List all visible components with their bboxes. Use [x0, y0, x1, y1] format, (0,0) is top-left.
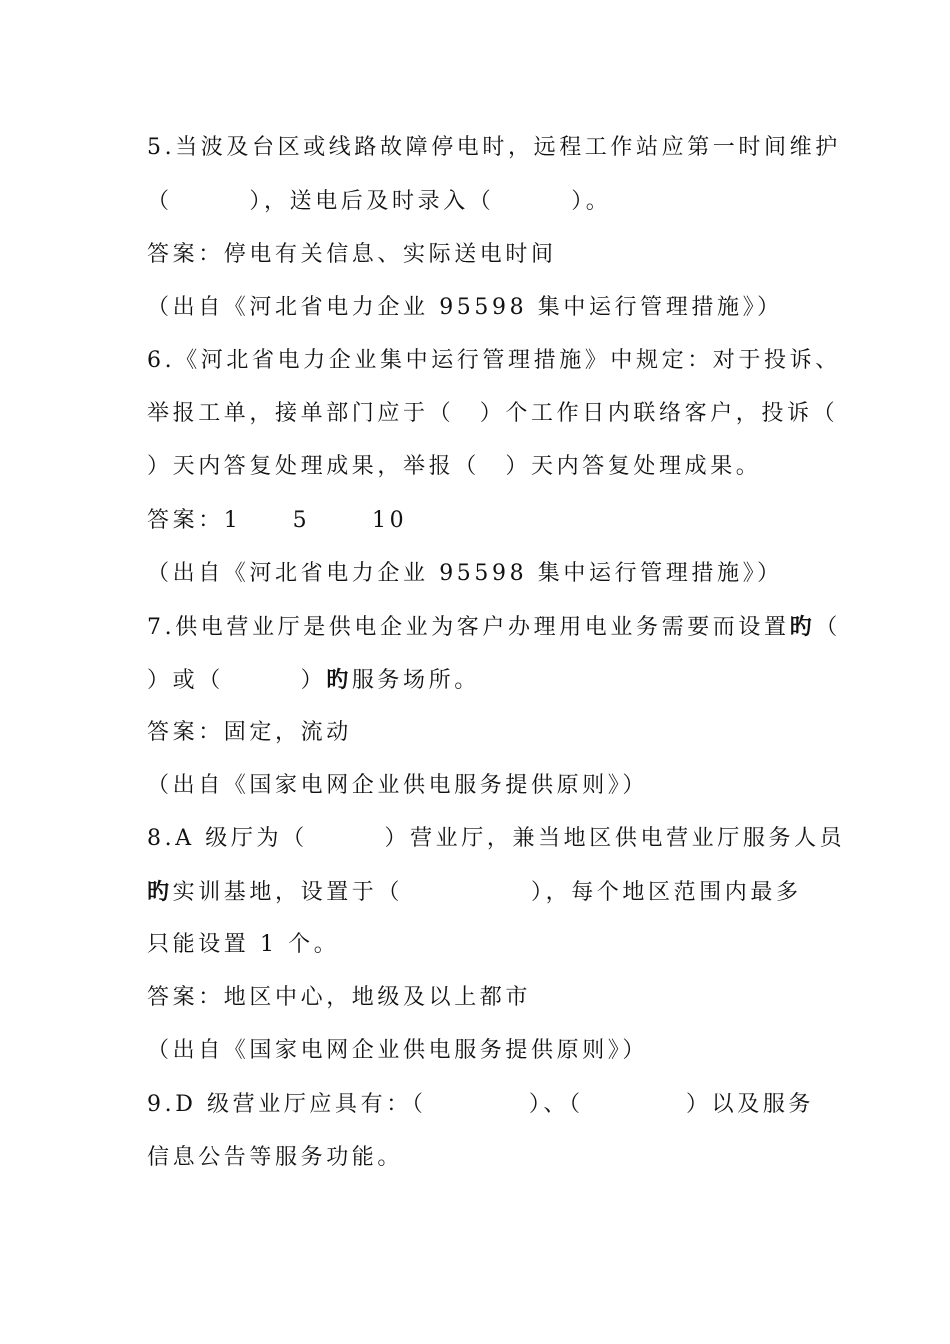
q7-source: （出自《国家电网企业供电服务提供原则》） — [147, 773, 649, 798]
q7-line-1-text: 7.供电营业厅是供电企业为客户办理用电业务需要而设置 — [147, 615, 790, 640]
q8-line-2-text: 实训基地，设置于（ ），每个地区范围内最多 — [172, 880, 802, 905]
q8-line-2-de: 旳 — [147, 879, 173, 905]
q8-line-3: 只能设置 1 个。 — [147, 932, 340, 957]
q9-line-2: 信息公告等服务功能。 — [147, 1145, 404, 1170]
q7-line-2-tail: 服务场所。 — [351, 668, 480, 693]
q8-line-1: 8.A 级厅为（ ）营业厅，兼当地区供电营业厅服务人员 — [147, 826, 846, 851]
q7-line-2 — [147, 665, 807, 696]
q9-line-1: 9.D 级营业厅应具有：（ ）、（ ）以及服务 — [147, 1092, 815, 1117]
q5-answer: 答案：停电有关信息、实际送电时间 — [147, 242, 557, 267]
q8-answer: 答案：地区中心，地级及以上都市 — [147, 985, 532, 1010]
q6-answer: 答案：1 5 10 — [147, 508, 408, 533]
q7-line-2-de: 旳 — [326, 667, 352, 693]
q5-line-2: （ ），送电后及时录入（ ）。 — [147, 189, 612, 214]
q7-line-2-text: ）或（ ） — [147, 668, 327, 693]
q5-source: （出自《河北省电力企业 95598 集中运行管理措施》） — [147, 295, 783, 320]
q6-line-2: 举报工单，接单部门应于（ ）个工作日内联络客户，投诉（ — [147, 401, 839, 426]
q7-answer: 答案：固定，流动 — [147, 720, 352, 745]
q8-source: （出自《国家电网企业供电服务提供原则》） — [147, 1038, 649, 1063]
q8-line-2 — [147, 877, 807, 908]
q5-line-1: 5.当波及台区或线路故障停电时，远程工作站应第一时间维护 — [147, 135, 841, 160]
q6-source: （出自《河北省电力企业 95598 集中运行管理措施》） — [147, 561, 783, 586]
q6-line-1: 6.《河北省电力企业集中运行管理措施》中规定：对于投诉、 — [147, 348, 841, 373]
q7-line-1-de: 旳 — [789, 614, 816, 640]
q7-line-1 — [147, 612, 841, 643]
q6-line-3: ）天内答复处理成果，举报（ ）天内答复处理成果。 — [147, 454, 762, 479]
q7-line-1-paren: （ — [815, 615, 841, 640]
